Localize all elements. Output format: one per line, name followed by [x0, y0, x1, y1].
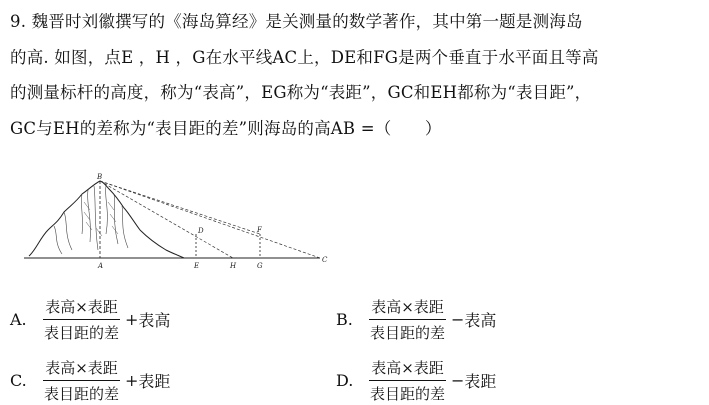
question-line-2: 的高. 如图，点E ，H ，G在水平线AC上，DE和FG是两个垂直于水平面且等高: [10, 47, 599, 67]
option-b-numerator: 表高×表距: [369, 296, 446, 320]
option-b-denominator: 表目距的差: [370, 324, 446, 342]
option-a-term: 表高: [138, 311, 171, 330]
label-e: E: [194, 262, 200, 270]
label-g: G: [257, 262, 263, 270]
sight-line-b-h: [100, 181, 233, 258]
label-d: D: [198, 227, 204, 235]
question-line-1: 9. 魏晋时刘徽撰写的《海岛算经》是关测量的数学著作，其中第一题是测海岛: [10, 12, 583, 31]
label-a: A: [98, 262, 104, 270]
option-d-letter: D.: [336, 371, 354, 390]
option-c-fraction: [42, 357, 121, 404]
option-a-operator: +: [125, 310, 139, 329]
option-c-letter: C.: [10, 371, 27, 390]
option-a-fraction: [42, 296, 121, 343]
option-d-fraction: [368, 357, 447, 404]
option-b-operator: −: [451, 310, 465, 329]
option-b-fraction: [368, 296, 447, 343]
question-line-3: 的测量标杆的高度，称为“表高”，EG称为“表距”，GC和EH都称为“表目距”，: [10, 83, 592, 102]
question-line-4: GC与EH的差称为“表目距的差”则海岛的高AB =（ ）: [10, 118, 442, 138]
option-d-operator: −: [451, 371, 465, 390]
option-a[interactable]: [10, 296, 170, 343]
option-d-numerator: 表高×表距: [369, 357, 446, 381]
option-d[interactable]: [336, 357, 496, 404]
option-d-denominator: 表目距的差: [370, 385, 446, 403]
label-f: F: [257, 226, 262, 234]
option-c-denominator: 表目距的差: [44, 385, 120, 403]
island-outline: [29, 181, 184, 258]
label-c: C: [322, 256, 328, 264]
label-b: B: [97, 173, 103, 181]
island-hatching: [84, 202, 118, 236]
island-figure: [24, 172, 336, 272]
option-c-operator: +: [125, 371, 139, 390]
label-h: H: [230, 262, 237, 270]
option-a-numerator: 表高×表距: [43, 296, 120, 320]
option-c-numerator: 表高×表距: [43, 357, 120, 381]
option-c[interactable]: [10, 357, 170, 404]
question-stem: [10, 4, 700, 146]
option-a-denominator: 表目距的差: [44, 324, 120, 342]
option-b[interactable]: [336, 296, 496, 343]
option-a-letter: A.: [10, 310, 27, 329]
option-b-term: 表高: [464, 311, 497, 330]
option-c-term: 表距: [138, 372, 171, 391]
option-d-term: 表距: [464, 372, 497, 391]
option-b-letter: B.: [336, 310, 353, 329]
island-shading: [54, 186, 128, 254]
